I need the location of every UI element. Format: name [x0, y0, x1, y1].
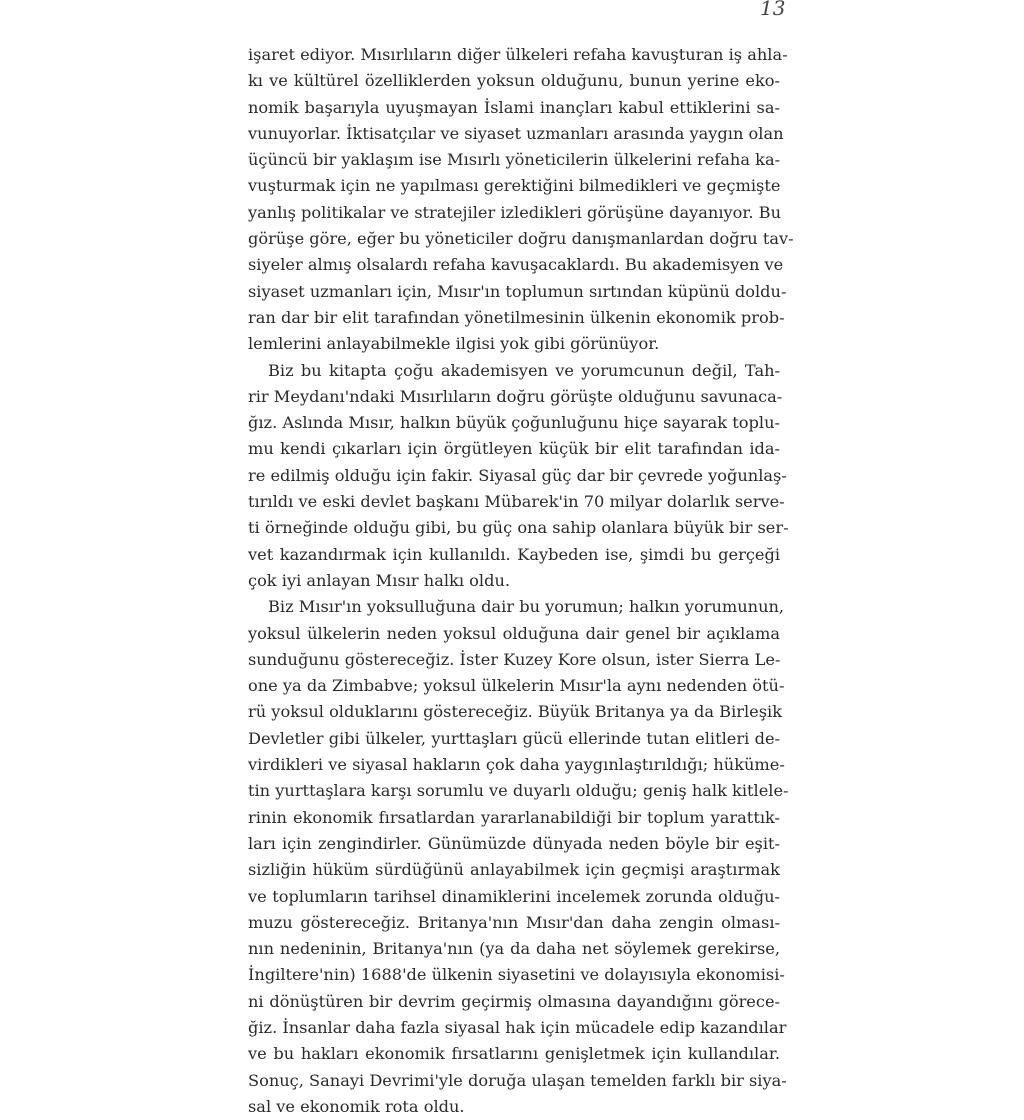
text-line: Biz Mısır'ın yoksulluğuna dair bu yorumun; halkın yorumunun, — [268, 597, 785, 617]
text-line: Devletler gibi ülkeler, yurttaşları gücü ellerinde tutan elitleri de- — [248, 728, 780, 748]
text-line: ran dar bir elit tarafından yönetilmesinin ülkenin ekonomik prob- — [248, 307, 785, 327]
page-number: 13 — [760, 0, 786, 20]
text-line: ni dönüştüren bir devrim geçirmiş olmasına dayandığını görece- — [248, 991, 780, 1011]
paragraph — [248, 594, 789, 1120]
text-line: kı ve kültürel özelliklerden yoksun olduğunu, bunun yerine eko- — [248, 71, 780, 91]
text-line: tin yurttaşlara karşı sorumlu ve duyarlı olduğu; geniş halk kitlele- — [248, 781, 789, 801]
text-line: vunuyorlar. İktisatçılar ve siyaset uzmanları arasında yaygın olan — [248, 123, 784, 143]
text-line: üçüncü bir yaklaşım ise Mısırlı yöneticilerin ülkelerini refaha ka- — [248, 150, 781, 170]
text-line: nın nedeninin, Britanya'nın (ya da daha net söylemek gerekirse, — [248, 939, 780, 959]
text-line: ğiz. İnsanlar daha fazla siyasal hak için mücadele edip kazandılar — [248, 1017, 787, 1037]
text-line: rinin ekonomik fırsatlardan yararlanabildiği bir toplum yarattık- — [248, 807, 780, 827]
text-line: one ya da Zimbabve; yoksul ülkelerin Mısır'la aynı nedenden ötü- — [248, 676, 785, 696]
text-line: muzu göstereceğiz. Britanya'nın Mısır'dan daha zengin olması- — [248, 912, 780, 932]
text-line: rir Meydanı'ndaki Mısırlıların doğru görüşte olduğunu savunaca- — [248, 386, 783, 406]
text-line: tırıldı ve eski devlet başkanı Mübarek'in 70 milyar dolarlık serve- — [248, 492, 785, 512]
text-line: Biz bu kitapta çoğu akademisyen ve yorumcunun değil, Tah- — [268, 360, 780, 380]
text-line: yanlış politikalar ve stratejiler izledikleri görüşüne dayanıyor. Bu — [248, 202, 781, 222]
page-body — [248, 42, 794, 1120]
text-line: Sonuç, Sanayi Devrimi'yle doruğa ulaşan temelden farklı bir siya- — [248, 1070, 787, 1090]
text-line: ğız. Aslında Mısır, halkın büyük çoğunluğunu hiçe sayarak toplu- — [248, 413, 780, 433]
text-line: lemlerini anlayabilmekle ilgisi yok gibi görünüyor. — [248, 334, 660, 354]
text-line: ları için zengindirler. Günümüzde dünyada neden böyle bir eşit- — [248, 833, 780, 853]
text-line: çok iyi anlayan Mısır halkı oldu. — [248, 570, 511, 590]
text-line: nomik başarıyla uyuşmayan İslami inançları kabul ettiklerini sa- — [248, 97, 780, 117]
text-line: siyaset uzmanları için, Mısır'ın toplumun sırtından küpünü doldu- — [248, 281, 787, 301]
text-line: ve bu hakları ekonomik fırsatlarını genişletmek için kullandılar. — [248, 1044, 780, 1064]
text-line: virdikleri ve siyasal hakların çok daha yaygınlaştırıldığı; hüküme- — [248, 755, 785, 775]
text-line: işaret ediyor. Mısırlıların diğer ülkeleri refaha kavuşturan iş ahla- — [248, 45, 788, 64]
paragraph — [248, 42, 794, 358]
text-line: ve toplumların tarihsel dinamiklerini incelemek zorunda olduğu- — [248, 886, 780, 906]
text-line: rü yoksul olduklarını göstereceğiz. Büyük Britanya ya da Birleşik — [248, 702, 783, 722]
text-line: sunduğunu göstereceğiz. İster Kuzey Kore olsun, ister Sierra Le- — [248, 649, 781, 669]
text-line: sizliğin hüküm sürdüğünü anlayabilmek için geçmişi araştırmak — [248, 860, 780, 880]
text-line: vet kazandırmak için kullanıldı. Kaybeden ise, şimdi bu gerçeği — [248, 544, 780, 564]
text-line: sal ve ekonomik rota oldu. — [248, 1096, 465, 1116]
text-line: re edilmiş olduğu için fakir. Siyasal güç dar bir çevrede yoğunlaş- — [248, 465, 787, 485]
text-line: İngiltere'nin) 1688'de ülkenin siyasetini ve dolayısıyla ekonomisi- — [248, 965, 785, 985]
text-line: yoksul ülkelerin neden yoksul olduğuna dair genel bir açıklama — [248, 623, 780, 643]
text-line: vuşturmak için ne yapılması gerektiğini bilmedikleri ve geçmişte — [248, 176, 781, 196]
text-line: ti örneğinde olduğu gibi, bu güç ona sahip olanlara büyük bir ser- — [248, 518, 789, 538]
text-line: siyeler almış olsalardı refaha kavuşacaklardı. Bu akademisyen ve — [248, 255, 784, 275]
text-line: mu kendi çıkarları için örgütleyen küçük bir elit tarafından ida- — [248, 439, 780, 459]
paragraph — [248, 358, 789, 595]
text-line: görüşe göre, eğer bu yöneticiler doğru danışmanlardan doğru tav- — [248, 229, 794, 249]
